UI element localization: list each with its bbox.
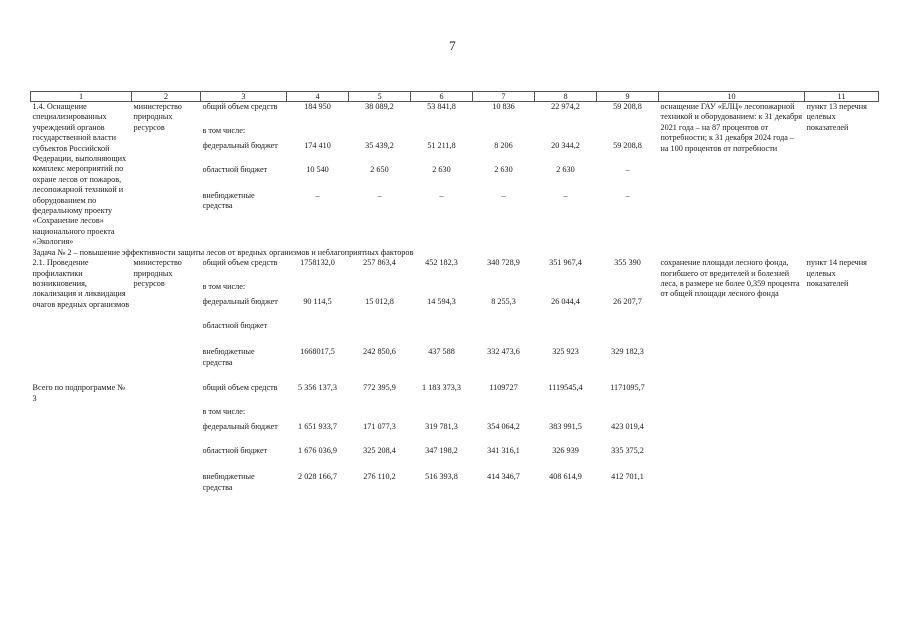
amount-value: 347 198,2	[425, 446, 458, 456]
amount-column	[349, 383, 411, 496]
column-number: 2	[132, 92, 201, 102]
amount-value: 335 375,2	[611, 446, 644, 456]
funding-source: в том числе:	[202, 126, 246, 135]
amount-value: 326 939	[552, 446, 579, 456]
amount-value	[475, 407, 533, 422]
funding-source: общий объем средств	[202, 258, 278, 268]
column-number: 6	[411, 92, 473, 102]
amount-value: 1 651 933,7	[298, 422, 337, 432]
column-number: 3	[201, 92, 287, 102]
amount-value: 59 208,8	[613, 141, 642, 150]
amount-column	[473, 102, 535, 248]
amount-value: 59 208,8	[613, 102, 642, 111]
amount-value: 2 630	[432, 165, 451, 174]
amount-value: 51 211,8	[427, 141, 456, 150]
amount-value: 8 206	[494, 141, 513, 150]
amount-value	[351, 282, 409, 297]
amount-value: 38 089,2	[365, 102, 394, 111]
amount-value: 257 863,4	[363, 258, 396, 268]
expected-result: оснащение ГАУ «ЕЛЦ» лесопожарной техникой и оборудованием: к 31 декабря 2021 года – на 87 процентов от потребности; к 31 декабря 2024 года – на 100 процентов от потребности	[660, 102, 803, 153]
amount-value	[351, 321, 409, 347]
amount-value: –	[439, 191, 444, 200]
amount-value	[537, 282, 595, 297]
amount-value: 2 630	[556, 165, 575, 174]
amount-value: 325 923	[552, 347, 579, 357]
amount-column	[597, 258, 659, 371]
funding-source: общий объем средств	[202, 383, 278, 393]
measure-executor: министерство природных ресурсов	[133, 258, 182, 288]
column-number-row	[31, 92, 879, 102]
amount-value: –	[563, 191, 568, 200]
amount-value	[413, 126, 471, 141]
amount-column	[287, 258, 349, 371]
column-number: 1	[31, 92, 132, 102]
amount-value: 319 781,3	[425, 422, 458, 432]
target-indicator	[805, 383, 879, 496]
amount-value: 53 841,8	[427, 102, 456, 111]
amount-value: 1171095,7	[610, 383, 645, 393]
amount-value: 408 614,9	[549, 472, 582, 482]
amount-value	[289, 282, 347, 297]
amount-value	[475, 282, 533, 297]
amount-value: 351 967,4	[549, 258, 582, 268]
amount-value	[413, 282, 471, 297]
amount-column	[535, 258, 597, 371]
amount-column	[597, 383, 659, 496]
amount-value: 14 594,3	[427, 297, 456, 307]
amount-value: 1668017,5	[300, 347, 335, 357]
amount-value: 516 393,8	[425, 472, 458, 482]
amount-value: –	[377, 191, 382, 200]
amount-value: 26 044,4	[551, 297, 580, 307]
amount-value: 452 182,3	[425, 258, 458, 268]
funding-source: в том числе:	[202, 407, 246, 417]
column-number: 8	[535, 92, 597, 102]
task-heading: Задача № 2 – повышение эффективности защиты лесов от вредных организмов и неблагоприятных факторов	[32, 247, 414, 257]
amount-value: 341 316,1	[487, 446, 520, 456]
amount-value: 1109727	[489, 383, 518, 393]
total-name: Всего по подпрограмме № 3	[32, 383, 126, 403]
funding-source: областной бюджет	[202, 321, 268, 331]
amount-value: 355 390	[614, 258, 641, 268]
measure-row-1-4	[31, 102, 879, 248]
amount-value: 437 588	[428, 347, 455, 357]
amount-value: 8 255,3	[491, 297, 516, 307]
column-number: 11	[805, 92, 879, 102]
amount-value: 325 208,4	[363, 446, 396, 456]
amount-value: 412 701,1	[611, 472, 644, 482]
amount-value	[413, 321, 471, 347]
amount-value: –	[625, 165, 630, 174]
amount-column	[473, 383, 535, 496]
amount-value	[599, 126, 657, 141]
amount-column	[287, 383, 349, 496]
amount-column	[349, 258, 411, 371]
amount-value: 20 344,2	[551, 141, 580, 150]
amount-value: 1 183 373,3	[422, 383, 461, 393]
amount-column	[535, 102, 597, 248]
funding-source: федеральный бюджет	[202, 422, 278, 432]
amount-column	[535, 383, 597, 496]
target-indicator: пункт 14 перечня целевых показателей	[806, 258, 867, 288]
amount-value: 276 110,2	[363, 472, 396, 482]
amount-value	[351, 126, 409, 141]
amount-value	[537, 407, 595, 422]
funding-source: областной бюджет	[202, 165, 268, 174]
amount-value: 2 650	[370, 165, 389, 174]
amount-value: 772 395,9	[363, 383, 396, 393]
amount-value: 5 356 137,3	[298, 383, 337, 393]
measure-executor: министерство природных ресурсов	[133, 102, 182, 132]
funding-source: областной бюджет	[202, 446, 268, 456]
funding-source: внебюджетные средства	[202, 347, 255, 367]
amount-value	[475, 126, 533, 141]
funding-source: в том числе:	[202, 282, 246, 292]
total-row	[31, 383, 879, 496]
column-number: 5	[349, 92, 411, 102]
amount-value	[289, 126, 347, 141]
column-number: 10	[659, 92, 805, 102]
amount-column	[411, 383, 473, 496]
amount-value	[599, 321, 657, 347]
amount-value: 184 950	[304, 102, 331, 111]
funding-sources	[201, 383, 287, 496]
amount-value: 35 439,2	[365, 141, 394, 150]
measure-row-2-1	[31, 258, 879, 371]
amount-value	[599, 407, 657, 422]
amount-value: 340 728,9	[487, 258, 520, 268]
column-number: 4	[287, 92, 349, 102]
amount-value	[475, 321, 533, 347]
amount-value: 414 346,7	[487, 472, 520, 482]
page-number: 7	[449, 38, 456, 53]
expected-result	[659, 383, 805, 496]
amount-value: 90 114,5	[303, 297, 332, 307]
amount-value: 2 630	[494, 165, 513, 174]
amount-value: 15 012,8	[365, 297, 394, 307]
funding-source: общий объем средств	[202, 102, 278, 111]
amount-column	[287, 102, 349, 248]
amount-column	[411, 258, 473, 371]
amount-value: 10 540	[306, 165, 329, 174]
amount-value: 332 473,6	[487, 347, 520, 357]
amount-value: 2 028 166,7	[298, 472, 337, 482]
amount-value	[413, 407, 471, 422]
amount-value: 329 182,3	[611, 347, 644, 357]
amount-value: 174 410	[304, 141, 331, 150]
amount-value	[537, 126, 595, 141]
amount-value: 354 064,2	[487, 422, 520, 432]
funding-source: внебюджетные средства	[202, 191, 255, 211]
amount-value	[289, 407, 347, 422]
funding-source: федеральный бюджет	[202, 141, 278, 150]
spacer-row	[31, 371, 879, 383]
amount-value	[599, 282, 657, 297]
amount-column	[597, 102, 659, 248]
amount-value: 171 077,3	[363, 422, 396, 432]
amount-value: 1758132,0	[300, 258, 335, 268]
funding-sources	[201, 258, 287, 371]
funding-source: внебюджетные средства	[202, 472, 255, 492]
measure-name: 1.4. Оснащение специализированных учреждений органов государственной власти субъектов Российской Федерации, выполняющих комплекс мероприятий по охране лесов от пожаров, лесопожарной техникой и оборудованием по федеральному проекту «Сохранение лесов» национального проекта «Экология»	[32, 102, 127, 247]
amount-value	[537, 321, 595, 347]
amount-value: 1119545,4	[548, 383, 583, 393]
amount-value: –	[625, 191, 630, 200]
amount-value	[289, 321, 347, 347]
amount-value: 383 991,5	[549, 422, 582, 432]
amount-column	[473, 258, 535, 371]
amount-column	[411, 102, 473, 248]
total-executor	[132, 383, 201, 496]
amount-value: 1 676 036,9	[298, 446, 337, 456]
column-number: 7	[473, 92, 535, 102]
task-heading-row	[31, 248, 879, 258]
amount-value: –	[315, 191, 320, 200]
amount-value: 423 019,4	[611, 422, 644, 432]
measure-name: 2.1. Проведение профилактики возникновения, локализация и ликвидация очагов вредных организмов	[32, 258, 130, 309]
amount-value: 26 207,7	[613, 297, 642, 307]
amount-column	[349, 102, 411, 248]
program-table	[30, 91, 879, 496]
column-number: 9	[597, 92, 659, 102]
amount-value: –	[501, 191, 506, 200]
amount-value: 22 974,2	[551, 102, 580, 111]
amount-value: 242 850,6	[363, 347, 396, 357]
amount-value	[351, 407, 409, 422]
target-indicator: пункт 13 перечня целевых показателей	[806, 102, 867, 132]
expected-result: сохранение площади лесного фонда, погибшего от вредителей и болезней леса, в размере не более 0,359 процента от общей площади лесного фонда	[660, 258, 800, 299]
funding-source: федеральный бюджет	[202, 297, 278, 307]
funding-sources	[201, 102, 287, 248]
amount-value: 10 836	[492, 102, 515, 111]
